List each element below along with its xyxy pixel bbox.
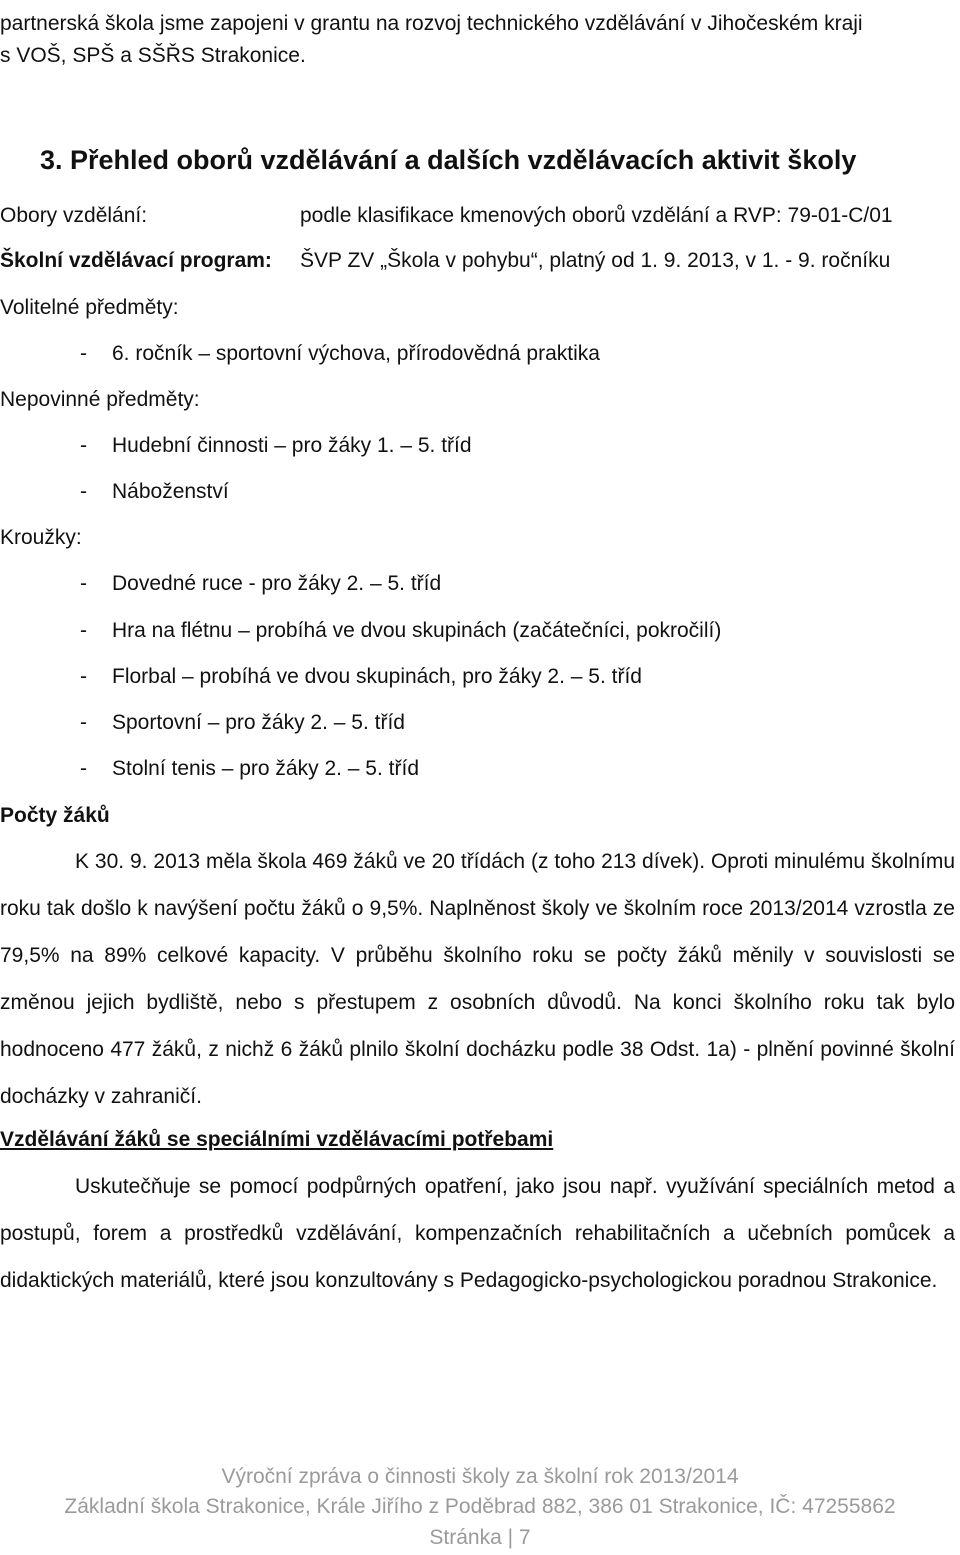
krouzky-item: - Dovedné ruce - pro žáky 2. – 5. tříd [80, 570, 441, 598]
svp-value: ŠVP ZV „Škola v pohybu“, platný od 1. 9. 2013, v 1. - 9. ročníku [300, 249, 891, 272]
special-paragraph: Uskutečňuje se pomocí podpůrných opatření, jako jsou např. využívání speciálních metod a postupů, forem a prostředků vzdělávání, kompenzačních rehabilitačních a učebních pomůcek a didaktických materiálů, které jsou konzultovány s Pedagogicko-psychologickou poradnou Strakonice. [0, 1175, 955, 1292]
volitelne-item: - 6. ročník – sportovní výchova, přírodovědná praktika [80, 340, 600, 368]
list-marker: - [80, 619, 87, 642]
list-marker: - [80, 711, 87, 734]
list-marker: - [80, 572, 87, 595]
section-heading: 3. Přehled oborů vzdělávání a dalších vzdělávacích aktivit školy [40, 145, 857, 175]
footer-line-2: Základní škola Strakonice, Krále Jiřího z Poděbrad 882, 386 01 Strakonice, IČ: 47255862 [64, 1495, 896, 1518]
obory-label: Obory vzdělání: [0, 204, 148, 227]
footer-line-1: Výroční zpráva o činnosti školy za školní rok 2013/2014 [221, 1465, 739, 1488]
list-marker: - [80, 434, 87, 457]
page-label: Stránka [429, 1526, 502, 1549]
pocty-paragraph: K 30. 9. 2013 měla škola 469 žáků ve 20 třídách (z toho 213 dívek). Oproti minulému školnímu roku tak došlo k navýšení počtu žáků o 9,5%. Naplněnost školy ve školním roce 2013/2014 vzrostla ze 79,5% na 89% celkové kapacity. V průběhu školního roku se počty žáků měnily v souvislosti se změnou jejich bydliště, nebo s přestupem z osobních důvodů. Na konci školního roku tak bylo hodnoceno 477 žáků, z nichž 6 žáků plnilo školní docházku podle 38 Odst. 1a) - plnění povinné školní docházky v zahraničí. [0, 850, 955, 1108]
pocty-label: Počty žáků [0, 804, 110, 827]
list-marker: - [80, 665, 87, 688]
page-number: 7 [518, 1526, 531, 1549]
intro-line-2: s VOŠ, SPŠ a SŠŘS Strakonice. [0, 44, 306, 67]
special-heading: Vzdělávání žáků se speciálními vzdělávacími potřebami [0, 1128, 554, 1151]
krouzky-item: - Hra na flétnu – probíhá ve dvou skupinách (začátečníci, pokročilí) [80, 617, 721, 645]
nepovinne-item: - Hudební činnosti – pro žáky 1. – 5. tříd [80, 432, 472, 460]
krouzky-label: Kroužky: [0, 526, 82, 549]
list-marker: - [80, 342, 87, 365]
krouzky-item: - Stolní tenis – pro žáky 2. – 5. tříd [80, 755, 419, 783]
obory-value: podle klasifikace kmenových oborů vzdělání a RVP: 79-01-C/01 [300, 204, 893, 227]
footer-page: Stránka | 7 [429, 1526, 531, 1549]
nepovinne-label: Nepovinné předměty: [0, 388, 200, 411]
krouzky-item: - Florbal – probíhá ve dvou skupinách, pro žáky 2. – 5. tříd [80, 663, 642, 691]
list-marker: - [80, 480, 87, 503]
svp-label: Školní vzdělávací program: [0, 249, 272, 272]
krouzky-item: - Sportovní – pro žáky 2. – 5. tříd [80, 709, 405, 737]
list-marker: - [80, 757, 87, 780]
volitelne-label: Volitelné předměty: [0, 296, 179, 319]
nepovinne-item: - Náboženství [80, 478, 229, 506]
intro-line-1: partnerská škola jsme zapojeni v grantu na rozvoj technického vzdělávání v Jihočeském kraji [0, 12, 863, 35]
